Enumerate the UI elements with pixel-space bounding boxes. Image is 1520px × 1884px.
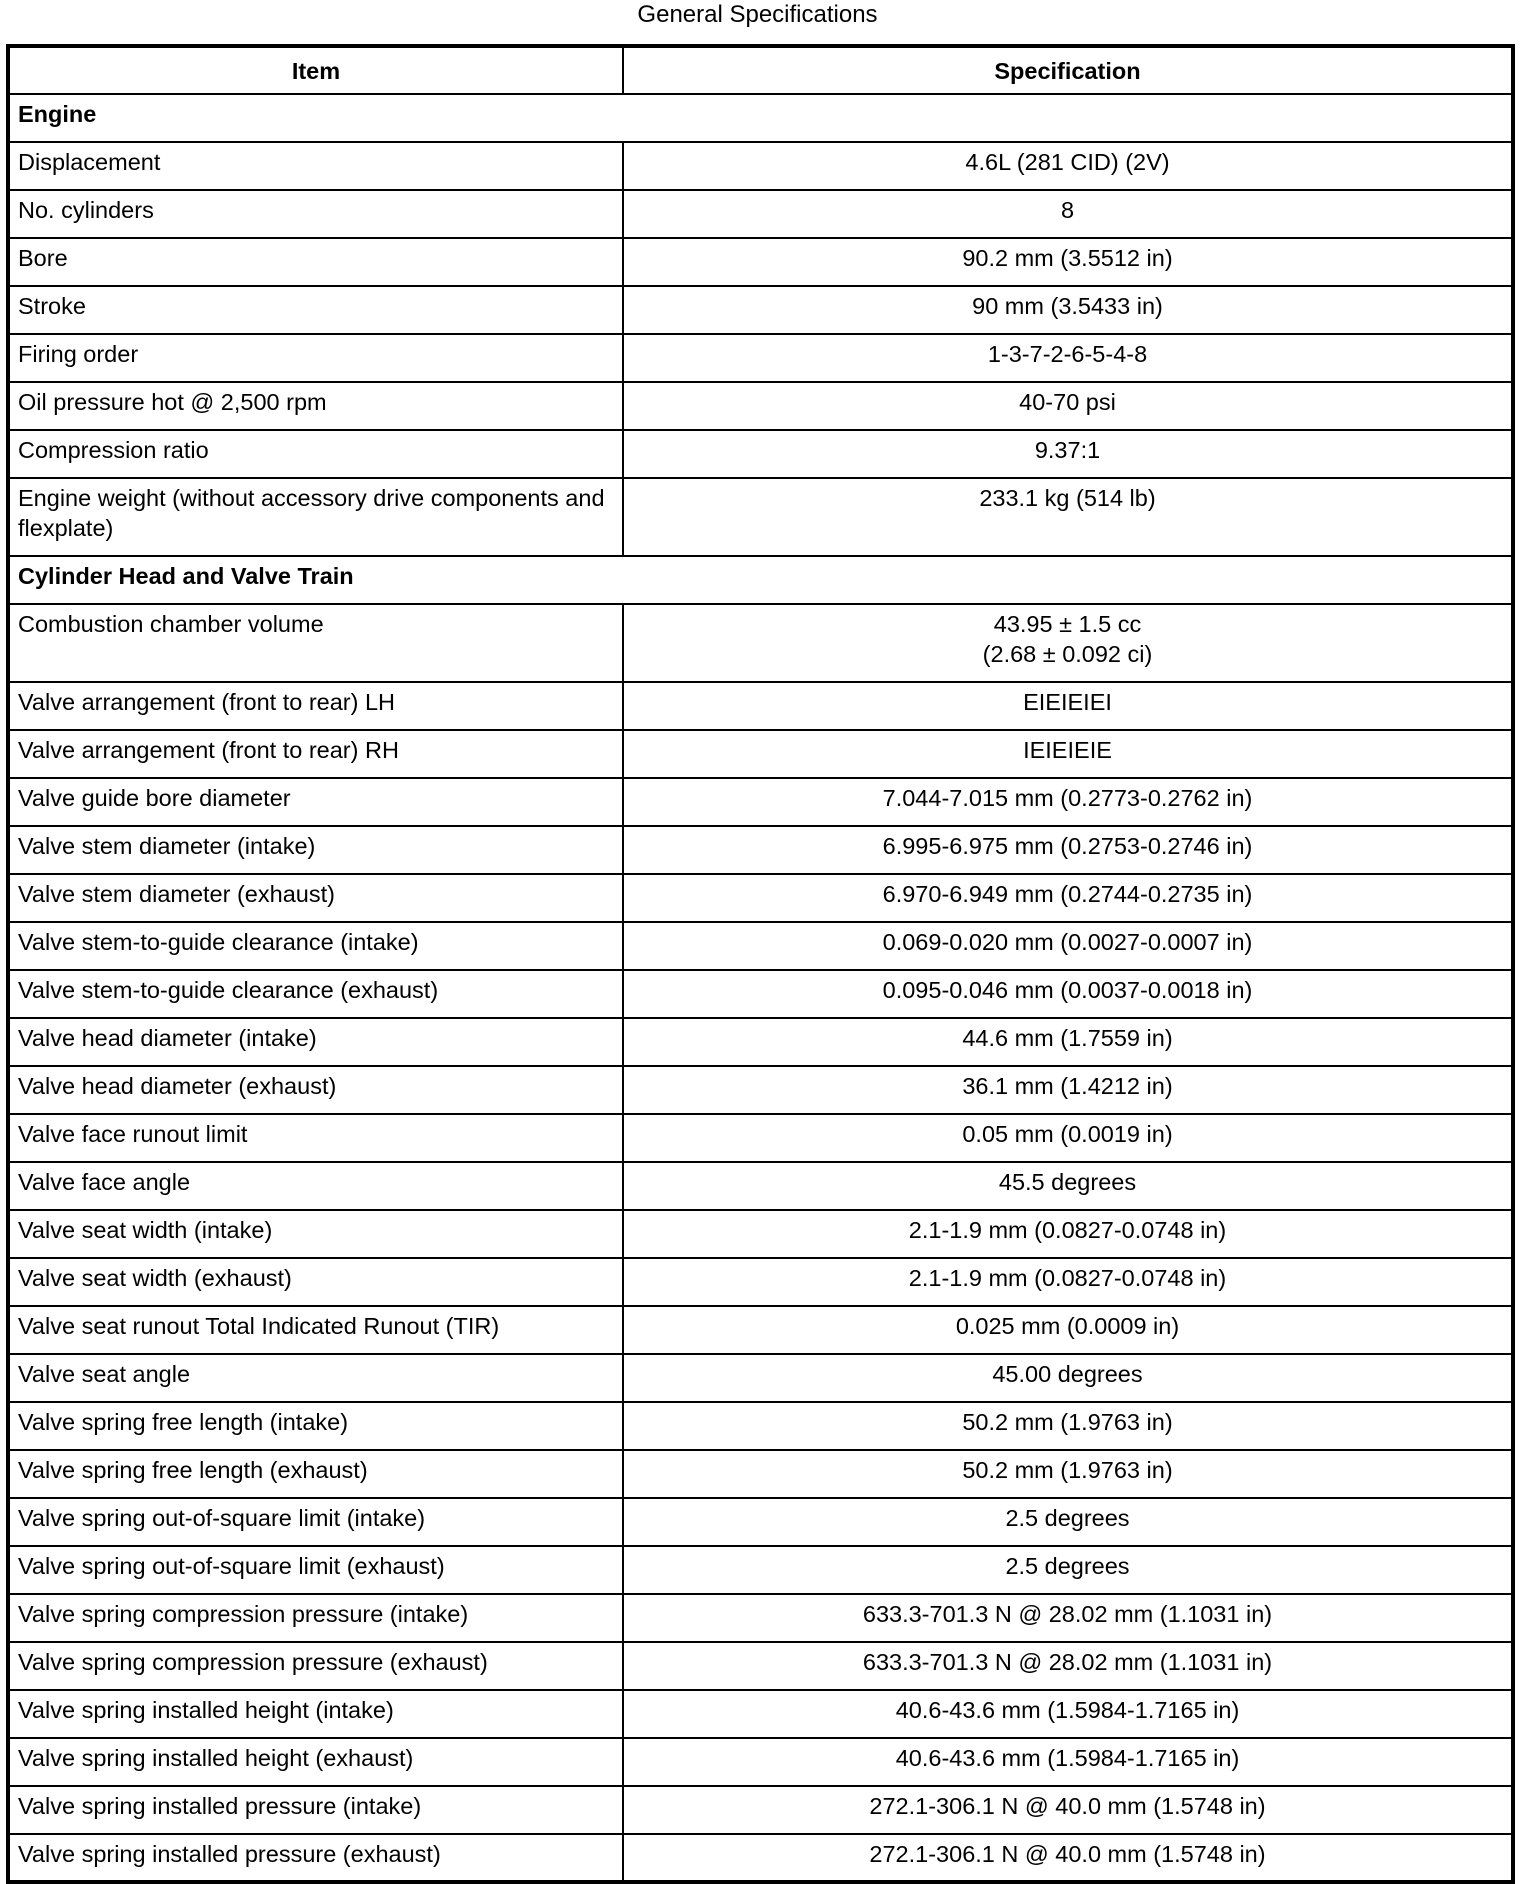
- item-cell: Valve spring compression pressure (exhaust): [8, 1642, 623, 1690]
- item-cell: Firing order: [8, 334, 623, 382]
- item-cell: Valve stem diameter (exhaust): [8, 874, 623, 922]
- table-row: [8, 1114, 1513, 1162]
- item-cell: Engine weight (without accessory drive components and flexplate): [8, 478, 623, 556]
- specification-cell: 1-3-7-2-6-5-4-8: [623, 334, 1513, 382]
- table-row: [8, 1018, 1513, 1066]
- table-row: [8, 430, 1513, 478]
- specification-cell: 633.3-701.3 N @ 28.02 mm (1.1031 in): [623, 1642, 1513, 1690]
- table-row: [8, 238, 1513, 286]
- item-cell: Valve head diameter (intake): [8, 1018, 623, 1066]
- table-row: [8, 1834, 1513, 1882]
- specification-cell: EIEIEIEI: [623, 682, 1513, 730]
- table-row: [8, 142, 1513, 190]
- table-row: [8, 970, 1513, 1018]
- item-cell: Valve spring installed pressure (exhaust): [8, 1834, 623, 1882]
- table-row: [8, 1738, 1513, 1786]
- item-cell: Combustion chamber volume: [8, 604, 623, 682]
- section-row: [8, 94, 1513, 142]
- item-cell: Valve spring out-of-square limit (exhaust): [8, 1546, 623, 1594]
- specifications-table: [6, 44, 1515, 1884]
- specification-cell: 272.1-306.1 N @ 40.0 mm (1.5748 in): [623, 1786, 1513, 1834]
- column-header-specification: Specification: [623, 46, 1513, 94]
- table-row: [8, 190, 1513, 238]
- item-cell: Valve stem-to-guide clearance (exhaust): [8, 970, 623, 1018]
- item-cell: Valve face runout limit: [8, 1114, 623, 1162]
- specification-cell: 40.6-43.6 mm (1.5984-1.7165 in): [623, 1690, 1513, 1738]
- item-cell: Valve spring out-of-square limit (intake): [8, 1498, 623, 1546]
- table-row: [8, 1258, 1513, 1306]
- item-cell: Oil pressure hot @ 2,500 rpm: [8, 382, 623, 430]
- item-cell: Displacement: [8, 142, 623, 190]
- section-heading: Engine: [8, 94, 1513, 142]
- table-row: [8, 334, 1513, 382]
- specification-cell: 233.1 kg (514 lb): [623, 478, 1513, 556]
- specification-cell: IEIEIEIE: [623, 730, 1513, 778]
- specification-cell: 6.995-6.975 mm (0.2753-0.2746 in): [623, 826, 1513, 874]
- specification-cell: 40.6-43.6 mm (1.5984-1.7165 in): [623, 1738, 1513, 1786]
- specification-cell: 0.025 mm (0.0009 in): [623, 1306, 1513, 1354]
- item-cell: Valve arrangement (front to rear) RH: [8, 730, 623, 778]
- item-cell: Bore: [8, 238, 623, 286]
- table-row: [8, 1354, 1513, 1402]
- item-cell: Valve guide bore diameter: [8, 778, 623, 826]
- specification-cell: 6.970-6.949 mm (0.2744-0.2735 in): [623, 874, 1513, 922]
- item-cell: Valve seat width (exhaust): [8, 1258, 623, 1306]
- specification-cell: 45.5 degrees: [623, 1162, 1513, 1210]
- table-row: [8, 1210, 1513, 1258]
- specification-cell: 4.6L (281 CID) (2V): [623, 142, 1513, 190]
- table-row: [8, 1162, 1513, 1210]
- item-cell: Valve seat width (intake): [8, 1210, 623, 1258]
- item-cell: Valve spring installed height (intake): [8, 1690, 623, 1738]
- table-row: [8, 1546, 1513, 1594]
- specification-cell: 8: [623, 190, 1513, 238]
- table-row: [8, 1450, 1513, 1498]
- page-title: General Specifications: [637, 1, 878, 28]
- specification-cell: 44.6 mm (1.7559 in): [623, 1018, 1513, 1066]
- item-cell: Valve seat angle: [8, 1354, 623, 1402]
- section-row: [8, 556, 1513, 604]
- section-heading: Cylinder Head and Valve Train: [8, 556, 1513, 604]
- table-row: [8, 826, 1513, 874]
- table-row: [8, 1594, 1513, 1642]
- specification-cell: 2.5 degrees: [623, 1546, 1513, 1594]
- table-row: [8, 730, 1513, 778]
- table-row: [8, 1306, 1513, 1354]
- specification-cell: 2.1-1.9 mm (0.0827-0.0748 in): [623, 1258, 1513, 1306]
- table-row: [8, 1690, 1513, 1738]
- specification-cell: 40-70 psi: [623, 382, 1513, 430]
- table-header-row: [8, 46, 1513, 94]
- table-row: [8, 1066, 1513, 1114]
- specification-cell: 2.1-1.9 mm (0.0827-0.0748 in): [623, 1210, 1513, 1258]
- item-cell: Valve spring free length (intake): [8, 1402, 623, 1450]
- specification-cell: 50.2 mm (1.9763 in): [623, 1402, 1513, 1450]
- table-row: [8, 604, 1513, 682]
- item-cell: Valve head diameter (exhaust): [8, 1066, 623, 1114]
- table-row: [8, 778, 1513, 826]
- table-row: [8, 874, 1513, 922]
- specification-cell: 0.095-0.046 mm (0.0037-0.0018 in): [623, 970, 1513, 1018]
- item-cell: Valve stem diameter (intake): [8, 826, 623, 874]
- specification-cell: 50.2 mm (1.9763 in): [623, 1450, 1513, 1498]
- specification-cell: 90.2 mm (3.5512 in): [623, 238, 1513, 286]
- specification-cell: 43.95 ± 1.5 cc (2.68 ± 0.092 ci): [623, 604, 1513, 682]
- item-cell: Valve stem-to-guide clearance (intake): [8, 922, 623, 970]
- table-row: [8, 1402, 1513, 1450]
- table-row: [8, 922, 1513, 970]
- table-row: [8, 286, 1513, 334]
- specification-cell: 45.00 degrees: [623, 1354, 1513, 1402]
- item-cell: Compression ratio: [8, 430, 623, 478]
- specification-cell: 2.5 degrees: [623, 1498, 1513, 1546]
- specification-cell: 633.3-701.3 N @ 28.02 mm (1.1031 in): [623, 1594, 1513, 1642]
- specification-cell: 272.1-306.1 N @ 40.0 mm (1.5748 in): [623, 1834, 1513, 1882]
- specification-cell: 0.05 mm (0.0019 in): [623, 1114, 1513, 1162]
- item-cell: Valve spring free length (exhaust): [8, 1450, 623, 1498]
- table-row: [8, 382, 1513, 430]
- table-row: [8, 1786, 1513, 1834]
- specification-cell: 90 mm (3.5433 in): [623, 286, 1513, 334]
- table-row: [8, 1498, 1513, 1546]
- item-cell: Valve spring compression pressure (intake): [8, 1594, 623, 1642]
- specification-cell: 36.1 mm (1.4212 in): [623, 1066, 1513, 1114]
- table-body: [8, 94, 1513, 1882]
- table-row: [8, 478, 1513, 556]
- item-cell: Valve spring installed pressure (intake): [8, 1786, 623, 1834]
- item-cell: Valve seat runout Total Indicated Runout (TIR): [8, 1306, 623, 1354]
- specification-cell: 7.044-7.015 mm (0.2773-0.2762 in): [623, 778, 1513, 826]
- table-row: [8, 682, 1513, 730]
- item-cell: No. cylinders: [8, 190, 623, 238]
- item-cell: Valve spring installed height (exhaust): [8, 1738, 623, 1786]
- item-cell: Valve face angle: [8, 1162, 623, 1210]
- specification-cell: 0.069-0.020 mm (0.0027-0.0007 in): [623, 922, 1513, 970]
- specification-cell: 9.37:1: [623, 430, 1513, 478]
- column-header-item: Item: [8, 46, 623, 94]
- item-cell: Valve arrangement (front to rear) LH: [8, 682, 623, 730]
- table-row: [8, 1642, 1513, 1690]
- item-cell: Stroke: [8, 286, 623, 334]
